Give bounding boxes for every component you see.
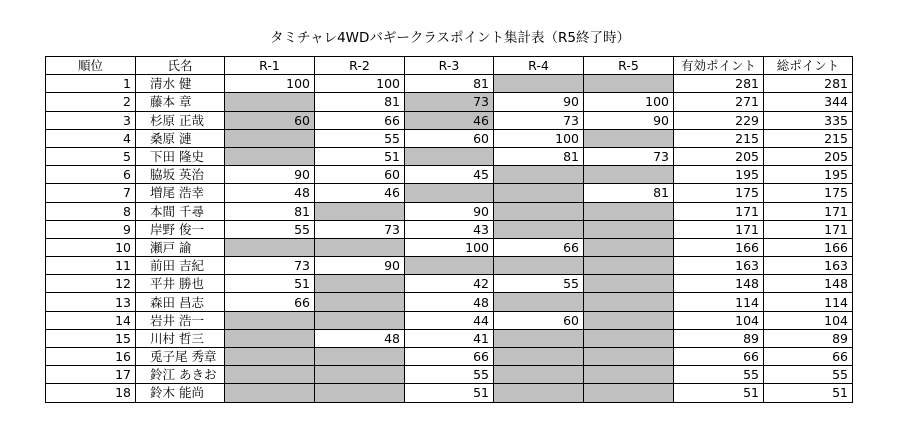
r4-cell xyxy=(494,348,584,366)
table-row xyxy=(46,111,853,129)
effective-points-cell: 171 xyxy=(674,202,764,220)
name-cell: 前田 吉紀 xyxy=(136,257,225,275)
effective-points-cell: 195 xyxy=(674,166,764,184)
total-points-cell: 55 xyxy=(764,366,853,384)
total-points-cell: 335 xyxy=(764,111,853,129)
r4-cell xyxy=(494,384,584,402)
effective-points-cell: 51 xyxy=(674,384,764,402)
r1-cell: 66 xyxy=(225,293,315,311)
r1-cell xyxy=(225,384,315,402)
r5-cell: 81 xyxy=(584,184,674,202)
r1-cell: 81 xyxy=(225,202,315,220)
r3-cell: 48 xyxy=(405,293,494,311)
r5-cell xyxy=(584,238,674,256)
r2-cell: 66 xyxy=(315,111,405,129)
effective-points-cell: 175 xyxy=(674,184,764,202)
r5-cell xyxy=(584,348,674,366)
r4-cell xyxy=(494,257,584,275)
r2-cell xyxy=(315,238,405,256)
r3-cell: 44 xyxy=(405,311,494,329)
table-row xyxy=(46,293,853,311)
r5-cell xyxy=(584,75,674,93)
r1-cell xyxy=(225,129,315,147)
rank-cell: 6 xyxy=(46,166,136,184)
rank-cell: 15 xyxy=(46,329,136,347)
r2-cell: 51 xyxy=(315,147,405,165)
r2-cell: 81 xyxy=(315,93,405,111)
name-cell: 藤本 章 xyxy=(136,93,225,111)
r2-cell xyxy=(315,311,405,329)
r1-cell: 60 xyxy=(225,111,315,129)
rank-cell: 17 xyxy=(46,366,136,384)
header-r1: R-1 xyxy=(225,57,315,75)
total-points-cell: 114 xyxy=(764,293,853,311)
rank-cell: 18 xyxy=(46,384,136,402)
r3-cell xyxy=(405,147,494,165)
name-cell: 岸野 俊一 xyxy=(136,220,225,238)
r4-cell xyxy=(494,220,584,238)
table-row xyxy=(46,75,853,93)
r2-cell: 90 xyxy=(315,257,405,275)
r2-cell: 73 xyxy=(315,220,405,238)
r3-cell xyxy=(405,257,494,275)
name-cell: 杉原 正哉 xyxy=(136,111,225,129)
r5-cell xyxy=(584,329,674,347)
name-cell: 瀬戸 諭 xyxy=(136,238,225,256)
r1-cell xyxy=(225,329,315,347)
effective-points-cell: 229 xyxy=(674,111,764,129)
table-row xyxy=(46,93,853,111)
r4-cell xyxy=(494,184,584,202)
r5-cell xyxy=(584,257,674,275)
r4-cell xyxy=(494,293,584,311)
effective-points-cell: 55 xyxy=(674,366,764,384)
total-points-cell: 195 xyxy=(764,166,853,184)
r3-cell: 43 xyxy=(405,220,494,238)
name-cell: 森田 昌志 xyxy=(136,293,225,311)
r3-cell: 45 xyxy=(405,166,494,184)
name-cell: 平井 勝也 xyxy=(136,275,225,293)
name-cell: 兎子尾 秀章 xyxy=(136,348,225,366)
table-row xyxy=(46,348,853,366)
header-name: 氏名 xyxy=(136,57,225,75)
r3-cell: 41 xyxy=(405,329,494,347)
r4-cell: 100 xyxy=(494,129,584,147)
effective-points-cell: 171 xyxy=(674,220,764,238)
effective-points-cell: 66 xyxy=(674,348,764,366)
r3-cell: 42 xyxy=(405,275,494,293)
rank-cell: 9 xyxy=(46,220,136,238)
table-row xyxy=(46,329,853,347)
r3-cell: 73 xyxy=(405,93,494,111)
r1-cell xyxy=(225,147,315,165)
r3-cell: 100 xyxy=(405,238,494,256)
effective-points-cell: 205 xyxy=(674,147,764,165)
header-r2: R-2 xyxy=(315,57,405,75)
rank-cell: 4 xyxy=(46,129,136,147)
rank-cell: 3 xyxy=(46,111,136,129)
r2-cell: 60 xyxy=(315,166,405,184)
name-cell: 本間 千尋 xyxy=(136,202,225,220)
r3-cell: 60 xyxy=(405,129,494,147)
table-row xyxy=(46,184,853,202)
table-row xyxy=(46,384,853,402)
rank-cell: 1 xyxy=(46,75,136,93)
rank-cell: 11 xyxy=(46,257,136,275)
total-points-cell: 205 xyxy=(764,147,853,165)
effective-points-cell: 89 xyxy=(674,329,764,347)
r1-cell: 73 xyxy=(225,257,315,275)
total-points-cell: 215 xyxy=(764,129,853,147)
rank-cell: 5 xyxy=(46,147,136,165)
name-cell: 脇坂 英治 xyxy=(136,166,225,184)
effective-points-cell: 163 xyxy=(674,257,764,275)
name-cell: 清水 健 xyxy=(136,75,225,93)
name-cell: 鈴木 能尚 xyxy=(136,384,225,402)
header-r3: R-3 xyxy=(405,57,494,75)
table-row xyxy=(46,147,853,165)
r4-cell: 90 xyxy=(494,93,584,111)
r4-cell: 81 xyxy=(494,147,584,165)
r2-cell xyxy=(315,293,405,311)
r2-cell xyxy=(315,348,405,366)
table-row xyxy=(46,166,853,184)
r3-cell xyxy=(405,184,494,202)
r4-cell: 55 xyxy=(494,275,584,293)
r2-cell: 48 xyxy=(315,329,405,347)
total-points-cell: 171 xyxy=(764,202,853,220)
r1-cell xyxy=(225,366,315,384)
total-points-cell: 51 xyxy=(764,384,853,402)
table-row xyxy=(46,257,853,275)
name-cell: 増尾 浩幸 xyxy=(136,184,225,202)
rank-cell: 13 xyxy=(46,293,136,311)
rank-cell: 12 xyxy=(46,275,136,293)
effective-points-cell: 166 xyxy=(674,238,764,256)
name-cell: 川村 哲三 xyxy=(136,329,225,347)
r5-cell: 100 xyxy=(584,93,674,111)
table-row xyxy=(46,366,853,384)
r4-cell xyxy=(494,166,584,184)
r1-cell: 55 xyxy=(225,220,315,238)
r4-cell xyxy=(494,202,584,220)
r4-cell: 66 xyxy=(494,238,584,256)
r2-cell xyxy=(315,275,405,293)
r5-cell xyxy=(584,384,674,402)
r1-cell: 48 xyxy=(225,184,315,202)
r2-cell: 46 xyxy=(315,184,405,202)
effective-points-cell: 281 xyxy=(674,75,764,93)
total-points-cell: 281 xyxy=(764,75,853,93)
effective-points-cell: 215 xyxy=(674,129,764,147)
table-row xyxy=(46,129,853,147)
r3-cell: 46 xyxy=(405,111,494,129)
total-points-cell: 66 xyxy=(764,348,853,366)
table-row xyxy=(46,238,853,256)
page-title: タミチャレ4WDバギークラスポイント集計表（R5終了時） xyxy=(270,30,630,46)
r2-cell: 100 xyxy=(315,75,405,93)
effective-points-cell: 148 xyxy=(674,275,764,293)
header-row xyxy=(46,57,853,75)
header-effective-points: 有効ポイント xyxy=(674,57,764,75)
rank-cell: 2 xyxy=(46,93,136,111)
r3-cell: 81 xyxy=(405,75,494,93)
header-total-points: 総ポイント xyxy=(764,57,853,75)
r5-cell: 90 xyxy=(584,111,674,129)
r4-cell xyxy=(494,75,584,93)
r3-cell: 66 xyxy=(405,348,494,366)
r5-cell xyxy=(584,311,674,329)
table-row xyxy=(46,311,853,329)
total-points-cell: 171 xyxy=(764,220,853,238)
r5-cell xyxy=(584,166,674,184)
total-points-cell: 89 xyxy=(764,329,853,347)
r5-cell xyxy=(584,293,674,311)
r1-cell xyxy=(225,311,315,329)
r4-cell: 73 xyxy=(494,111,584,129)
effective-points-cell: 271 xyxy=(674,93,764,111)
r1-cell: 90 xyxy=(225,166,315,184)
total-points-cell: 175 xyxy=(764,184,853,202)
rank-cell: 16 xyxy=(46,348,136,366)
name-cell: 下田 隆史 xyxy=(136,147,225,165)
header-r5: R-5 xyxy=(584,57,674,75)
total-points-cell: 166 xyxy=(764,238,853,256)
total-points-cell: 148 xyxy=(764,275,853,293)
r4-cell: 60 xyxy=(494,311,584,329)
total-points-cell: 104 xyxy=(764,311,853,329)
header-r4: R-4 xyxy=(494,57,584,75)
rank-cell: 14 xyxy=(46,311,136,329)
r4-cell xyxy=(494,329,584,347)
r5-cell xyxy=(584,202,674,220)
r2-cell xyxy=(315,384,405,402)
r1-cell: 51 xyxy=(225,275,315,293)
total-points-cell: 344 xyxy=(764,93,853,111)
r2-cell xyxy=(315,366,405,384)
r3-cell: 90 xyxy=(405,202,494,220)
r5-cell xyxy=(584,366,674,384)
name-cell: 桑原 漣 xyxy=(136,129,225,147)
r1-cell: 100 xyxy=(225,75,315,93)
r1-cell xyxy=(225,238,315,256)
r5-cell: 73 xyxy=(584,147,674,165)
total-points-cell: 163 xyxy=(764,257,853,275)
rank-cell: 10 xyxy=(46,238,136,256)
r1-cell xyxy=(225,93,315,111)
table-row xyxy=(46,275,853,293)
effective-points-cell: 104 xyxy=(674,311,764,329)
r5-cell xyxy=(584,275,674,293)
r4-cell xyxy=(494,366,584,384)
r5-cell xyxy=(584,129,674,147)
rank-cell: 8 xyxy=(46,202,136,220)
r5-cell xyxy=(584,220,674,238)
header-rank: 順位 xyxy=(46,57,136,75)
r2-cell: 55 xyxy=(315,129,405,147)
r3-cell: 51 xyxy=(405,384,494,402)
table-row xyxy=(46,220,853,238)
r2-cell xyxy=(315,202,405,220)
r3-cell: 55 xyxy=(405,366,494,384)
effective-points-cell: 114 xyxy=(674,293,764,311)
points-table xyxy=(45,56,853,403)
table-row xyxy=(46,202,853,220)
name-cell: 岩井 浩一 xyxy=(136,311,225,329)
name-cell: 鈴江 あきお xyxy=(136,366,225,384)
r1-cell xyxy=(225,348,315,366)
rank-cell: 7 xyxy=(46,184,136,202)
